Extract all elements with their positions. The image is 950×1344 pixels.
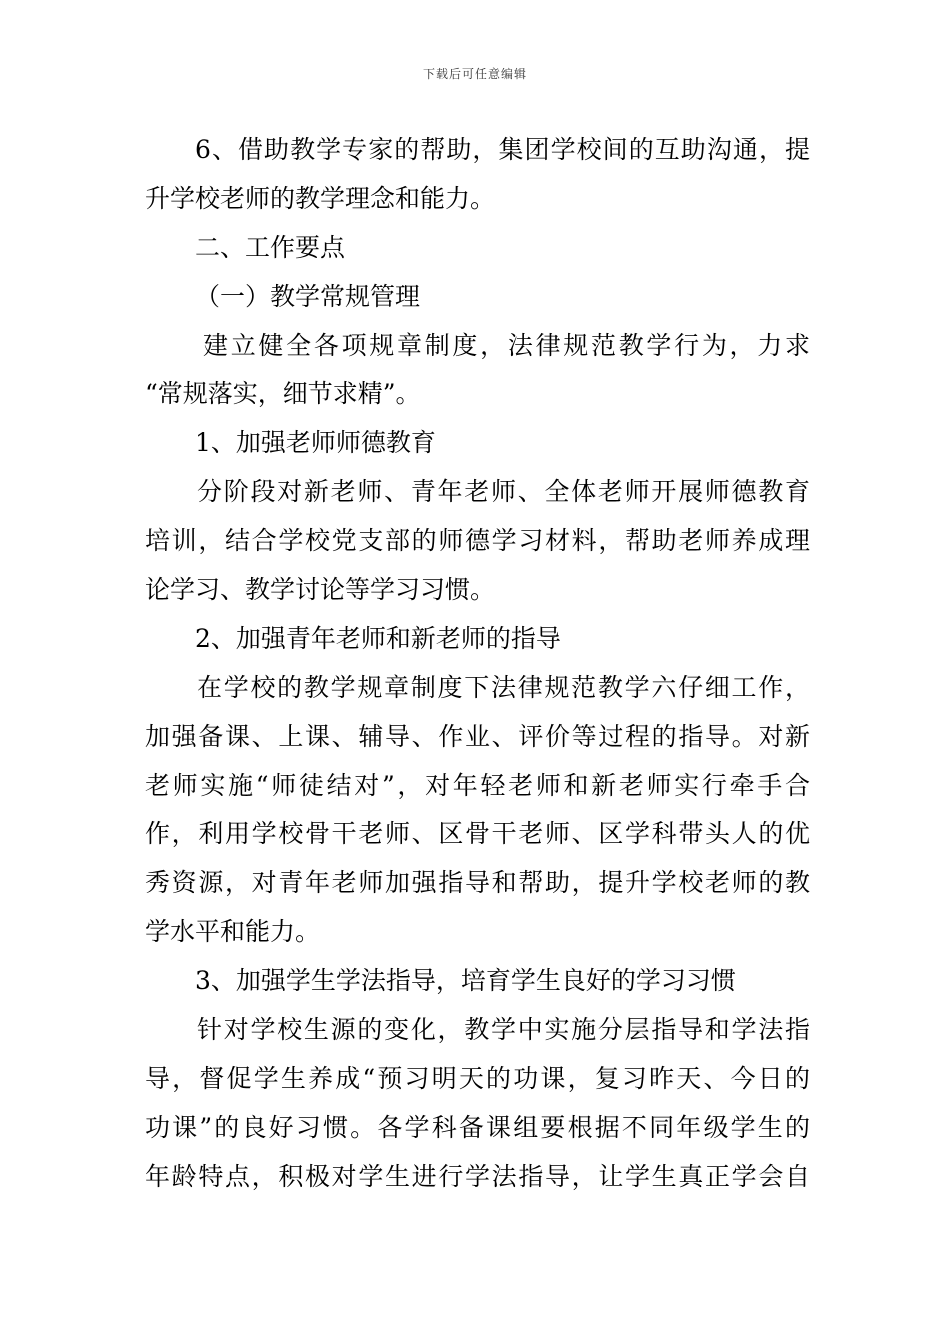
- item-heading: 3、加强学生学法指导，培育学生良好的学习习惯: [195, 966, 736, 996]
- paragraph-line: 加强备课、上课、辅导、作业、评价等过程的指导。对新: [145, 721, 810, 751]
- paragraph-line: 升学校老师的教学理念和能力。: [145, 183, 496, 213]
- document-body: [145, 126, 810, 1202]
- paragraph-line: 作，利用学校骨干老师、区骨干老师、区学科带头人的优: [145, 819, 810, 849]
- paragraph-line: “常规落实，细节求精”。: [145, 379, 421, 409]
- paragraph-line: 6、借助教学专家的帮助，集团学校间的互助沟通，提: [195, 135, 810, 164]
- item-heading: 2、加强青年老师和新老师的指导: [195, 623, 561, 653]
- paragraph-line: 在学校的教学规章制度下法律规范教学六仔细工作，: [197, 672, 810, 702]
- item-heading: 1、加强老师师德教育: [195, 428, 436, 458]
- section-heading: 二、工作要点: [195, 232, 346, 262]
- subsection-heading: （一）教学常规管理: [195, 281, 421, 311]
- paragraph-line: 针对学校生源的变化，教学中实施分层指导和学法指: [197, 1015, 810, 1045]
- paragraph-line: 学水平和能力。: [145, 917, 321, 947]
- page-header: 下载后可任意编辑: [422, 67, 527, 81]
- paragraph-line: 老师实施“师徒结对”，对年轻老师和新老师实行牵手合: [145, 770, 810, 800]
- paragraph-line: 导，督促学生养成“预习明天的功课，复习昨天、今日的: [145, 1063, 810, 1093]
- paragraph-line: 论学习、教学讨论等学习习惯。: [145, 575, 496, 605]
- paragraph-line: 年龄特点，积极对学生进行学法指导，让学生真正学会自: [145, 1161, 810, 1191]
- paragraph-line: 分阶段对新老师、青年老师、全体老师开展师德教育: [197, 477, 810, 507]
- paragraph-line: 功课”的良好习惯。各学科备课组要根据不同年级学生的: [145, 1112, 810, 1142]
- paragraph-line: 培训，结合学校党支部的师德学习材料，帮助老师养成理: [145, 526, 810, 556]
- paragraph-line: 建立健全各项规章制度，法律规范教学行为，力求: [203, 330, 810, 360]
- paragraph-line: 秀资源，对青年老师加强指导和帮助，提升学校老师的教: [145, 868, 810, 898]
